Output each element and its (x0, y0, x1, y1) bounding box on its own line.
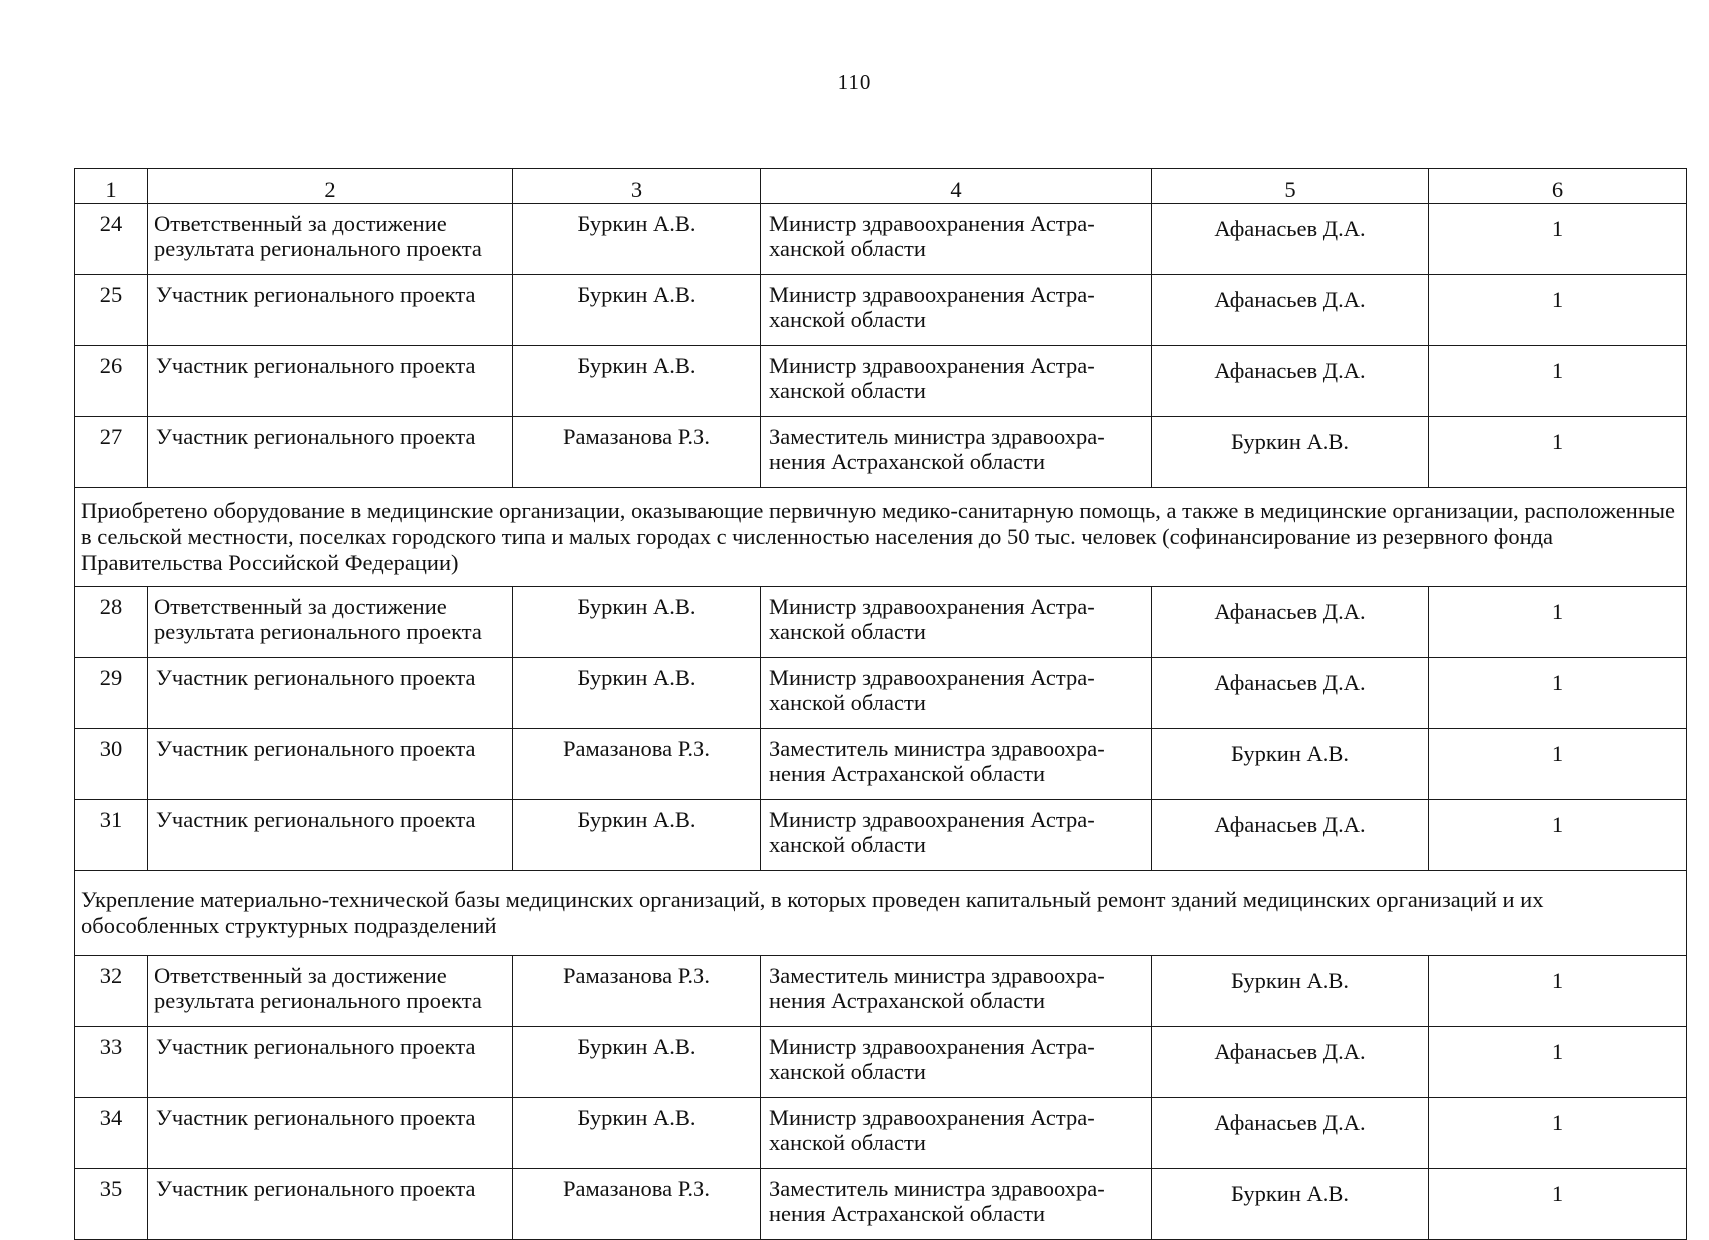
section-heading-row (75, 488, 1687, 587)
quantity-cell: 1 (1429, 586, 1687, 657)
row-number-cell: 33 (75, 1026, 148, 1097)
header-cell: 5 (1152, 169, 1429, 204)
responsible-cell: Буркин А.В. (513, 204, 761, 275)
position-cell: Министр здравоохранения Астра-ханской области (761, 657, 1152, 728)
responsible-cell: Рамазанова Р.З. (513, 417, 761, 488)
table-row (75, 1168, 1687, 1239)
responsible-cell: Рамазанова Р.З. (513, 955, 761, 1026)
responsible-cell: Буркин А.В. (513, 586, 761, 657)
supervisor-cell: Буркин А.В. (1152, 955, 1429, 1026)
table-row (75, 1026, 1687, 1097)
row-number-cell: 34 (75, 1097, 148, 1168)
position-cell: Министр здравоохранения Астра-ханской области (761, 586, 1152, 657)
role-cell (148, 657, 513, 728)
position-cell: Заместитель министра здравоохра-нения Астраханской области (761, 1168, 1152, 1239)
responsible-cell: Рамазанова Р.З. (513, 728, 761, 799)
responsible-cell: Буркин А.В. (513, 799, 761, 870)
role-cell (148, 1026, 513, 1097)
header-cell: 1 (75, 169, 148, 204)
responsible-cell: Буркин А.В. (513, 275, 761, 346)
responsible-cell: Буркин А.В. (513, 1026, 761, 1097)
quantity-cell: 1 (1429, 657, 1687, 728)
role-text: Участник регионального проекта (156, 424, 476, 449)
role-cell (148, 955, 513, 1026)
quantity-cell: 1 (1429, 1168, 1687, 1239)
role-text: Участник регионального проекта (156, 282, 476, 307)
quantity-cell: 1 (1429, 204, 1687, 275)
position-cell: Министр здравоохранения Астра-ханской области (761, 204, 1152, 275)
table-row (75, 346, 1687, 417)
responsibility-table (74, 168, 1687, 1240)
responsible-cell: Буркин А.В. (513, 346, 761, 417)
quantity-cell: 1 (1429, 728, 1687, 799)
position-cell: Министр здравоохранения Астра-ханской области (761, 1097, 1152, 1168)
supervisor-cell: Афанасьев Д.А. (1152, 1097, 1429, 1168)
responsible-cell: Рамазанова Р.З. (513, 1168, 761, 1239)
row-number-cell: 26 (75, 346, 148, 417)
header-cell: 4 (761, 169, 1152, 204)
supervisor-cell: Афанасьев Д.А. (1152, 346, 1429, 417)
position-cell: Министр здравоохранения Астра-ханской области (761, 346, 1152, 417)
table-row (75, 728, 1687, 799)
role-text: Ответственный за достижение результата регионального проекта (154, 962, 482, 1013)
supervisor-cell: Буркин А.В. (1152, 728, 1429, 799)
table-row (75, 417, 1687, 488)
header-cell: 2 (148, 169, 513, 204)
role-text: Участник регионального проекта (156, 735, 476, 761)
role-cell (148, 204, 513, 275)
position-cell: Министр здравоохранения Астра-ханской области (761, 275, 1152, 346)
quantity-cell: 1 (1429, 417, 1687, 488)
role-cell (148, 799, 513, 870)
row-number-cell: 31 (75, 799, 148, 870)
row-number-cell: 30 (75, 728, 148, 799)
row-number-cell: 35 (75, 1168, 148, 1239)
role-text: Ответственный за достижение результата регионального проекта (154, 211, 482, 262)
role-text: Участник регионального проекта (156, 806, 476, 832)
position-cell: Министр здравоохранения Астра-ханской области (761, 799, 1152, 870)
row-number-cell: 25 (75, 275, 148, 346)
header-cell: 3 (513, 169, 761, 204)
section-heading: Приобретено оборудование в медицинские организации, оказывающие первичную медико-санитарную помощь, а также в медицинские организации, расположенные в сельской местности, поселках городского типа и малых городах с численностью населения до 50 тыс. человек (софинансирование из резервного фонда Правительства Российской Федерации) (75, 488, 1687, 587)
position-cell: Заместитель министра здравоохра-нения Астраханской области (761, 728, 1152, 799)
role-text: Участник регионального проекта (156, 1104, 476, 1130)
position-cell: Министр здравоохранения Астра-ханской области (761, 1026, 1152, 1097)
role-cell (148, 728, 513, 799)
row-number-cell: 32 (75, 955, 148, 1026)
supervisor-cell: Афанасьев Д.А. (1152, 657, 1429, 728)
role-text: Участник регионального проекта (156, 353, 476, 378)
row-number-cell: 29 (75, 657, 148, 728)
table-row (75, 1097, 1687, 1168)
quantity-cell: 1 (1429, 1026, 1687, 1097)
table-row (75, 657, 1687, 728)
table-body (75, 169, 1687, 1240)
supervisor-cell: Афанасьев Д.А. (1152, 275, 1429, 346)
supervisor-cell: Буркин А.В. (1152, 417, 1429, 488)
supervisor-cell: Афанасьев Д.А. (1152, 799, 1429, 870)
row-number-cell: 27 (75, 417, 148, 488)
responsible-cell: Буркин А.В. (513, 1097, 761, 1168)
role-text: Участник регионального проекта (156, 1175, 476, 1201)
role-cell (148, 586, 513, 657)
responsible-cell: Буркин А.В. (513, 657, 761, 728)
position-cell: Заместитель министра здравоохра-нения Астраханской области (761, 417, 1152, 488)
row-number-cell: 24 (75, 204, 148, 275)
role-cell (148, 1097, 513, 1168)
supervisor-cell: Буркин А.В. (1152, 1168, 1429, 1239)
page-number: 110 (837, 70, 872, 94)
quantity-cell: 1 (1429, 1097, 1687, 1168)
supervisor-cell: Афанасьев Д.А. (1152, 1026, 1429, 1097)
table-row (75, 204, 1687, 275)
position-cell: Заместитель министра здравоохра-нения Астраханской области (761, 955, 1152, 1026)
role-text: Ответственный за достижение результата регионального проекта (154, 593, 482, 644)
section-heading: Укрепление материально-технической базы медицинских организаций, в которых проведен капитальный ремонт зданий медицинских организаций и их обособленных структурных подразделений (75, 870, 1687, 955)
quantity-cell: 1 (1429, 346, 1687, 417)
row-number-cell: 28 (75, 586, 148, 657)
role-text: Участник регионального проекта (156, 664, 476, 690)
quantity-cell: 1 (1429, 275, 1687, 346)
table-row (75, 955, 1687, 1026)
supervisor-cell: Афанасьев Д.А. (1152, 586, 1429, 657)
table-row (75, 586, 1687, 657)
quantity-cell: 1 (1429, 799, 1687, 870)
table-row (75, 799, 1687, 870)
supervisor-cell: Афанасьев Д.А. (1152, 204, 1429, 275)
role-text: Участник регионального проекта (156, 1033, 476, 1059)
role-cell (148, 346, 513, 417)
role-cell (148, 275, 513, 346)
table-header-row (75, 169, 1687, 204)
quantity-cell: 1 (1429, 955, 1687, 1026)
table-row (75, 275, 1687, 346)
section-heading-row (75, 870, 1687, 955)
role-cell (148, 417, 513, 488)
role-cell (148, 1168, 513, 1239)
header-cell: 6 (1429, 169, 1687, 204)
